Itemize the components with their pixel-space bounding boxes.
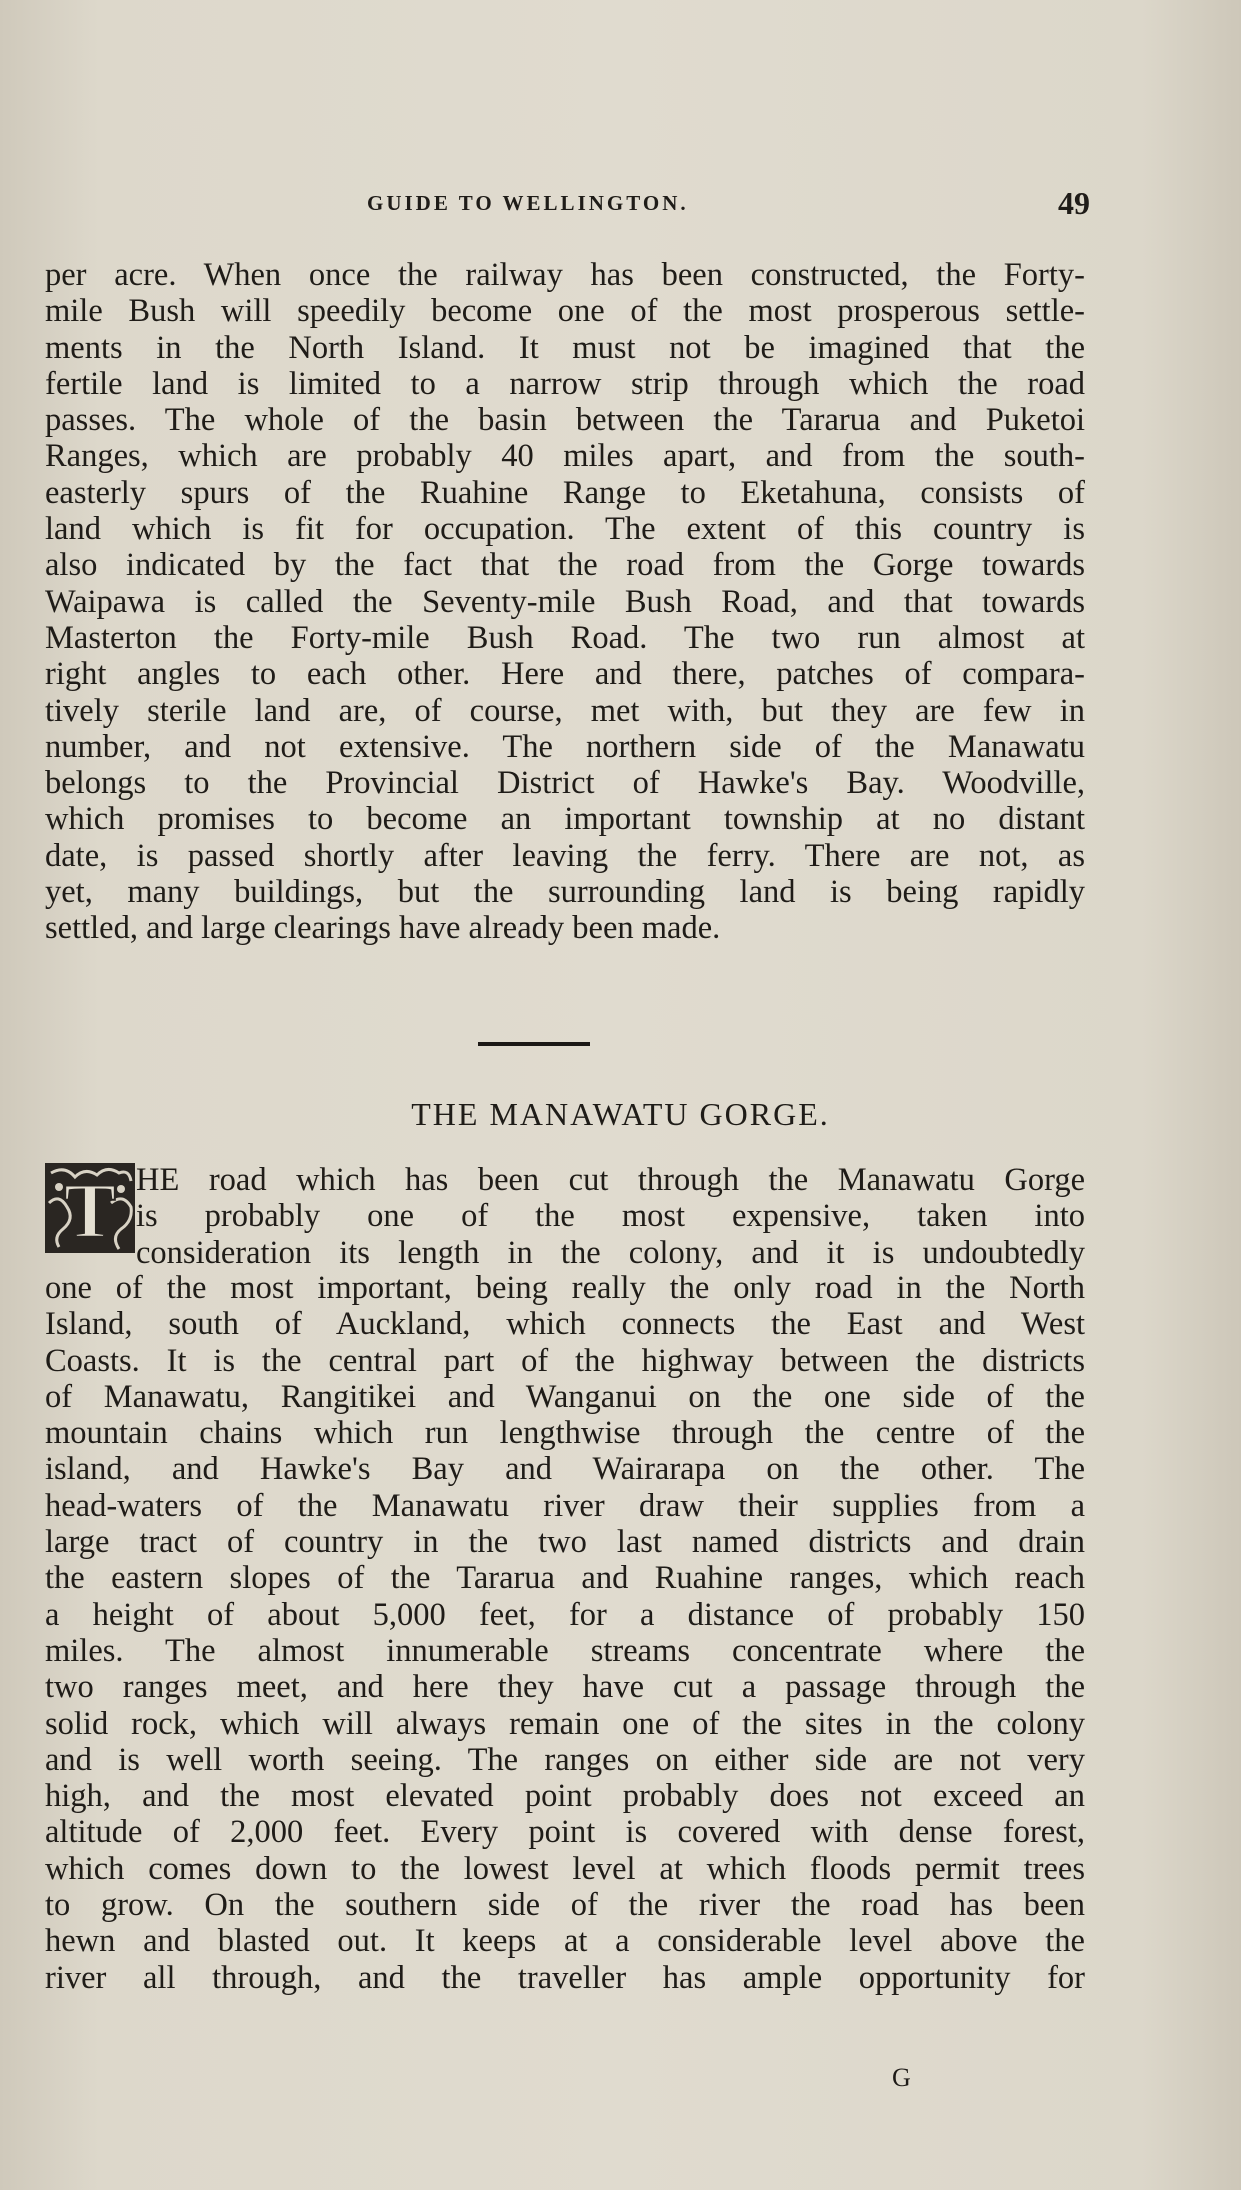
text-line: solid rock, which will always remain one of the sites in the colony: [45, 1705, 1085, 1742]
text-line: is probably one of the most expensive, taken into: [136, 1198, 1085, 1235]
text-line: head-waters of the Manawatu river draw their supplies from a: [45, 1487, 1085, 1524]
text-line: and is well worth seeing. The ranges on either side are not very: [45, 1741, 1085, 1778]
text-line: Waipawa is called the Seventy-mile Bush Road, and that towards: [45, 583, 1085, 620]
text-line: fertile land is limited to a narrow strip through which the road: [45, 365, 1085, 402]
text-line: Masterton the Forty-mile Bush Road. The two run almost at: [45, 619, 1085, 656]
text-line: ments in the North Island. It must not be imagined that the: [45, 329, 1085, 366]
text-line: mountain chains which run lengthwise through the centre of the: [45, 1415, 1085, 1452]
text-line: of Manawatu, Rangitikei and Wanganui on the one side of the: [45, 1378, 1085, 1415]
text-line: easterly spurs of the Ruahine Range to Eketahuna, consists of: [45, 474, 1085, 511]
text-line: island, and Hawke's Bay and Wairarapa on the other. The: [45, 1451, 1085, 1488]
text-line: land which is fit for occupation. The extent of this country is: [45, 511, 1085, 548]
text-line: right angles to each other. Here and there, patches of compara-: [45, 656, 1085, 693]
text-line: river all through, and the traveller has ample opportunity for: [45, 1959, 1085, 1996]
text-line: date, is passed shortly after leaving the ferry. There are not, as: [45, 837, 1085, 874]
drop-cap-letter: T: [63, 1167, 117, 1253]
running-head: GUIDE TO WELLINGTON.: [367, 191, 689, 215]
text-line: large tract of country in the two last named districts and drain: [45, 1524, 1085, 1561]
text-line: settled, and large clearings have already been made.: [45, 910, 721, 947]
signature-mark: G: [892, 2063, 911, 2092]
text-line: HE road which has been cut through the Manawatu Gorge: [136, 1162, 1085, 1198]
text-line: which promises to become an important township at no distant: [45, 801, 1085, 838]
text-line: miles. The almost innumerable streams concentrate where the: [45, 1632, 1085, 1669]
text-line: tively sterile land are, of course, met with, but they are few in: [45, 692, 1085, 729]
text-line: passes. The whole of the basin between the Tararua and Puketoi: [45, 402, 1085, 439]
text-line: Island, south of Auckland, which connects the East and West: [45, 1306, 1085, 1343]
decorated-initial: [45, 1163, 135, 1253]
text-line: Coasts. It is the central part of the highway between the districts: [45, 1342, 1085, 1379]
drop-cap-ornament-icon: [45, 1163, 135, 1253]
text-line: consideration its length in the colony, and it is undoubtedly: [136, 1234, 1085, 1271]
text-line: one of the most important, being really the only road in the North: [45, 1270, 1085, 1306]
text-line: hewn and blasted out. It keeps at a considerable level above the: [45, 1923, 1085, 1960]
text-line: high, and the most elevated point probably does not exceed an: [45, 1778, 1085, 1815]
text-line: a height of about 5,000 feet, for a distance of probably 150: [45, 1596, 1085, 1633]
section-divider: [478, 1042, 590, 1046]
paragraph-2-opening: [136, 1162, 1085, 1271]
text-line: also indicated by the fact that the road from the Gorge towards: [45, 547, 1085, 584]
page-header: [40, 185, 1090, 225]
page-number: 49: [1058, 185, 1090, 221]
text-line: which comes down to the lowest level at which floods permit trees: [45, 1850, 1085, 1887]
paragraph-1: [45, 257, 1085, 947]
text-line: per acre. When once the railway has been constructed, the Forty-: [45, 257, 1085, 293]
text-line: altitude of 2,000 feet. Every point is covered with dense forest,: [45, 1814, 1085, 1851]
section-heading: THE MANAWATU GORGE.: [411, 1096, 830, 1132]
text-line: the eastern slopes of the Tararua and Ruahine ranges, which reach: [45, 1560, 1085, 1597]
text-line: mile Bush will speedily become one of the most prosperous settle-: [45, 293, 1085, 330]
text-line: belongs to the Provincial District of Hawke's Bay. Woodville,: [45, 765, 1085, 802]
text-line: to grow. On the southern side of the river the road has been: [45, 1887, 1085, 1924]
text-line: two ranges meet, and here they have cut a passage through the: [45, 1669, 1085, 1706]
text-line: number, and not extensive. The northern side of the Manawatu: [45, 728, 1085, 765]
paragraph-2: [45, 1270, 1085, 1996]
text-line: Ranges, which are probably 40 miles apart, and from the south-: [45, 438, 1085, 475]
text-line: yet, many buildings, but the surrounding land is being rapidly: [45, 874, 1085, 911]
